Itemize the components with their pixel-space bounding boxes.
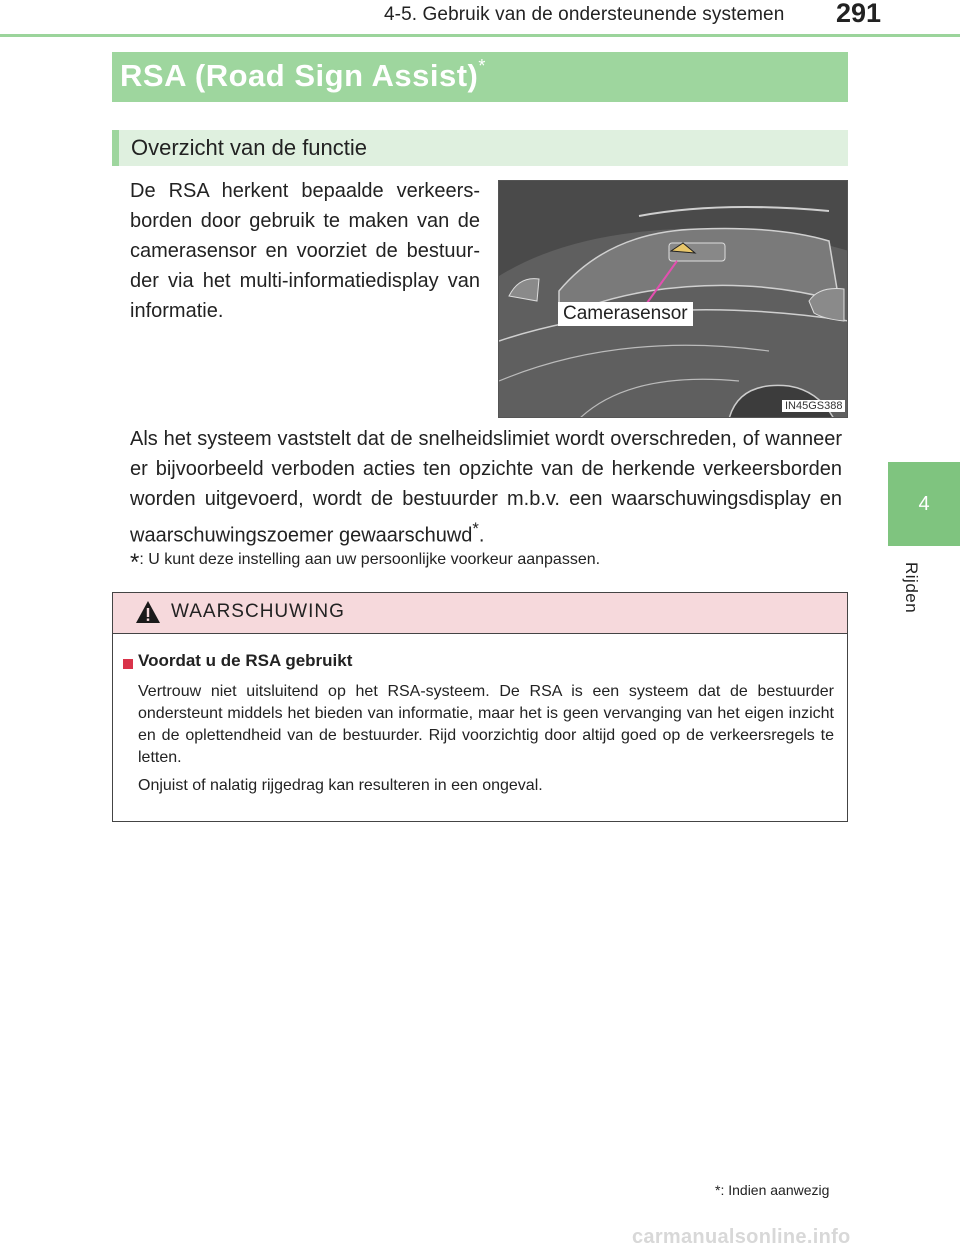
section-title-text: RSA (Road Sign Assist) xyxy=(120,58,479,93)
availability-note xyxy=(715,1182,829,1198)
chapter-tab xyxy=(888,462,960,546)
main-paragraph-star: * xyxy=(472,519,479,538)
main-paragraph xyxy=(130,424,842,551)
warning-triangle-icon xyxy=(135,599,161,625)
warning-body-second: Onjuist of nalatig rijgedrag kan resulteren in een ongeval. xyxy=(138,777,543,794)
section-title xyxy=(120,58,486,94)
availability-text: : Indien aanwezig xyxy=(720,1182,830,1198)
bullet-square-icon xyxy=(123,659,133,669)
main-paragraph-text: Als het systeem vaststelt dat de snelheidslimiet wordt overschreden, of wanneer er bijvoorbeeld verboden acties ten opzichte van de herkende verkeersborden worden uitgevoerd, wordt de bestuurder m.b.v. een waarschuwingsdisplay en waarschuwingszoemer gewaarschuwd xyxy=(130,428,842,547)
section-star: * xyxy=(478,56,486,76)
figure-callout-label: Camerasensor xyxy=(558,302,693,326)
subsection-heading xyxy=(112,130,848,166)
figure-code: IN45GS388 xyxy=(782,400,845,412)
header-rule xyxy=(0,34,960,37)
intro-paragraph: De RSA herkent bepaalde verkeersborden door gebruik te maken van de camerasensor en voorziet de bestuurder via het multi-informatiedisplay van informatie. xyxy=(130,180,480,322)
warning-box xyxy=(112,592,848,822)
main-paragraph-end: . xyxy=(478,524,485,547)
availability-star: * xyxy=(715,1182,721,1198)
section-heading xyxy=(112,52,848,102)
warning-header xyxy=(113,593,847,634)
warning-body: Vertrouw niet uitsluitend op het RSA-systeem. De RSA is een systeem dat de bestuurder ondersteunt middels het bieden van informatie, maar het is geen vervanging van het eigen inzicht en de oplettendheid van de bestuurder. Rijd voorzichtig door altijd goed op de verkeersregels te letten. xyxy=(138,683,834,766)
footnote-text: : U kunt deze instelling aan uw persoonlijke voorkeur aanpassen. xyxy=(139,551,601,568)
car-illustration xyxy=(499,181,848,418)
chapter-number: 4 xyxy=(918,493,930,515)
page-number: 291 xyxy=(836,0,882,28)
footnote-star: * xyxy=(130,549,140,576)
header-title: 4-5. Gebruik van de ondersteunende systemen xyxy=(384,4,785,25)
chapter-label: Rijden xyxy=(902,562,921,614)
footnote xyxy=(130,549,842,577)
warning-item-title: Voordat u de RSA gebruikt xyxy=(138,651,353,670)
warning-title: WAARSCHUWING xyxy=(171,601,345,622)
camera-figure xyxy=(498,180,848,418)
subsection-title: Overzicht van de functie xyxy=(131,135,368,160)
watermark: carmanualsonline.info xyxy=(632,1226,851,1248)
